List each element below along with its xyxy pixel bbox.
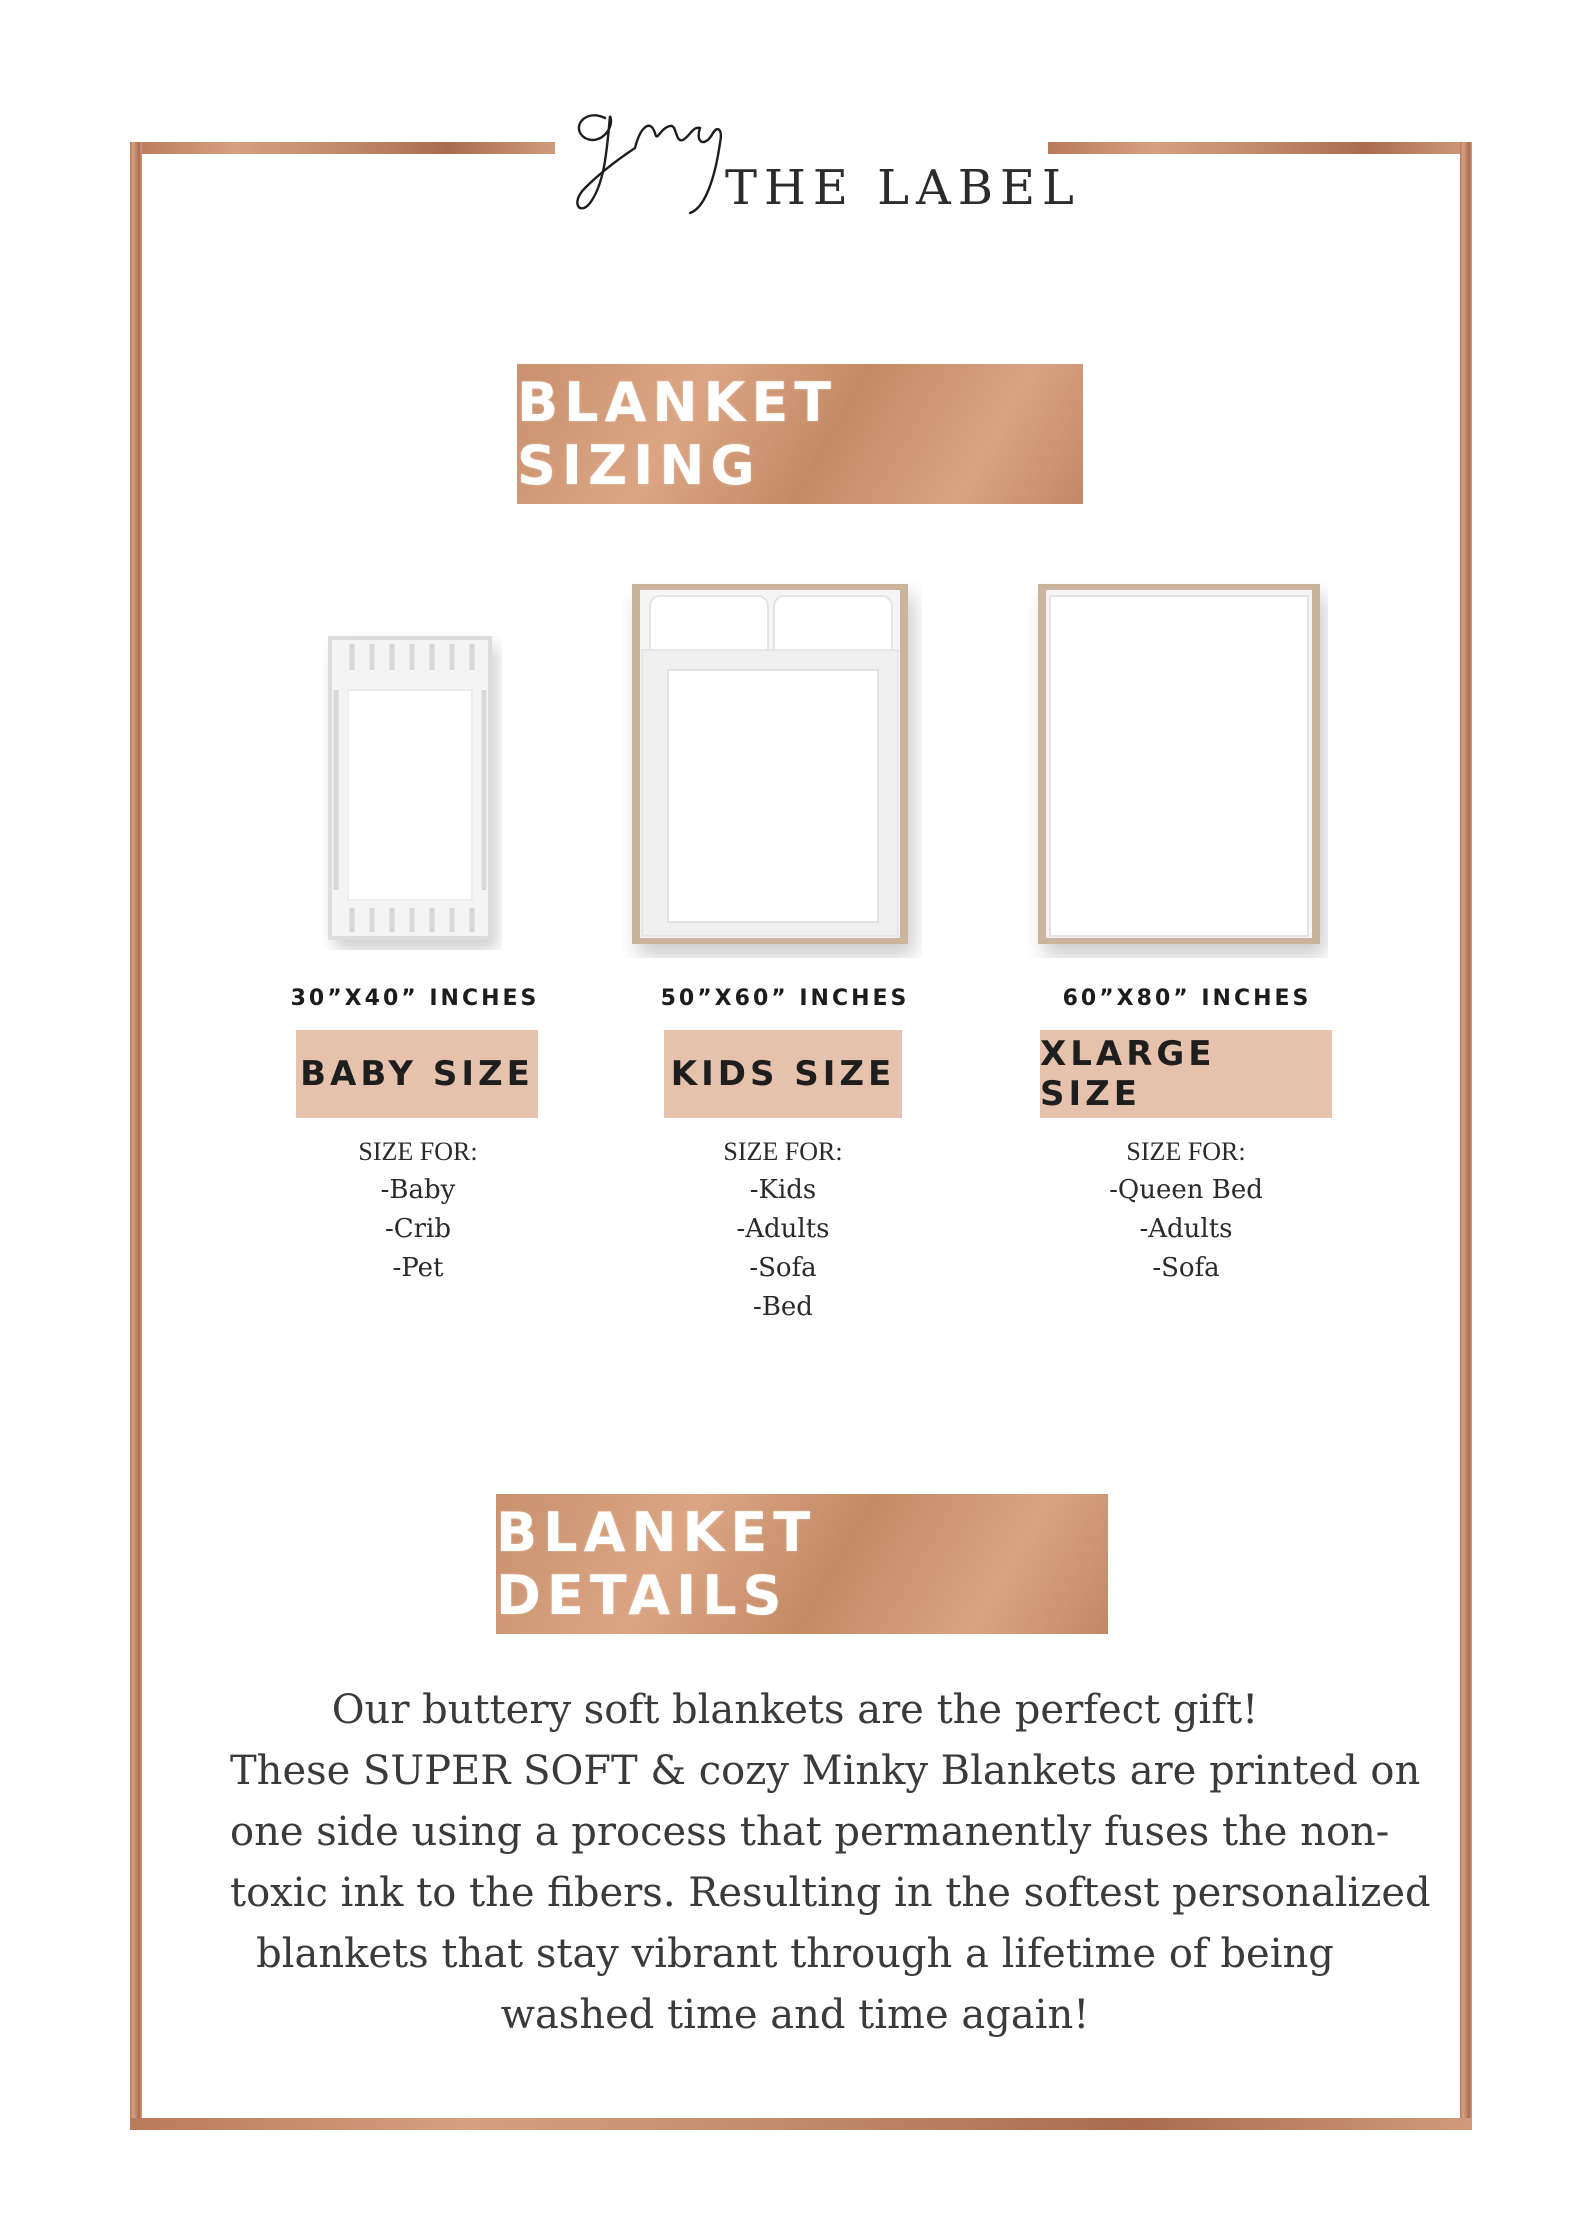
kids-dimensions: 50”X60” INCHES bbox=[660, 986, 910, 1011]
brand-logo bbox=[565, 88, 1081, 228]
baby-dimensions: 30”X40” INCHES bbox=[290, 986, 540, 1011]
baby-size-label: BABY SIZE bbox=[300, 1054, 534, 1094]
xlarge-use-item: -Queen Bed bbox=[1109, 1175, 1263, 1205]
frame-top-right bbox=[1048, 142, 1472, 154]
sizing-banner bbox=[517, 364, 1083, 504]
sizing-title: BLANKET SIZING bbox=[517, 371, 838, 497]
details-line: washed time and time again! bbox=[500, 1992, 1090, 2038]
xlarge-use-item: -Adults bbox=[1139, 1214, 1233, 1244]
xlarge-uses-heading: SIZE FOR: bbox=[1126, 1137, 1246, 1166]
baby-use-item: -Crib bbox=[384, 1214, 452, 1244]
kids-use-item: -Sofa bbox=[749, 1253, 817, 1283]
frame-right bbox=[1460, 142, 1472, 2130]
frame-top-left bbox=[130, 142, 555, 154]
details-line: Our buttery soft blankets are the perfect gift! bbox=[331, 1687, 1259, 1733]
xlarge-bed-image bbox=[1028, 578, 1328, 958]
xlarge-dimensions: 60”X80” INCHES bbox=[1062, 986, 1312, 1011]
details-line: blankets that stay vibrant through a lifetime of being bbox=[256, 1931, 1334, 1977]
details-paragraph bbox=[230, 1680, 1431, 2046]
details-line: one side using a process that permanently fuses the non- bbox=[230, 1809, 1390, 1855]
xlarge-size-tag bbox=[1040, 1030, 1332, 1118]
crib-image bbox=[322, 630, 502, 950]
details-banner bbox=[496, 1494, 1108, 1634]
details-line: These SUPER SOFT & cozy Minky Blankets are printed on bbox=[230, 1748, 1421, 1794]
kids-uses-heading: SIZE FOR: bbox=[723, 1137, 843, 1166]
kids-use-item: -Adults bbox=[736, 1214, 830, 1244]
kids-use-item: -Bed bbox=[753, 1292, 813, 1322]
brand-name: THE LABEL bbox=[725, 160, 1081, 216]
baby-use-item: -Pet bbox=[392, 1253, 444, 1283]
baby-use-item: -Baby bbox=[380, 1175, 456, 1205]
xlarge-use-item: -Sofa bbox=[1152, 1253, 1220, 1283]
details-title: BLANKET DETAILS bbox=[496, 1501, 817, 1627]
kids-use-item: -Kids bbox=[749, 1175, 817, 1205]
baby-uses-heading: SIZE FOR: bbox=[358, 1137, 478, 1166]
kids-size-tag bbox=[664, 1030, 902, 1118]
kids-size-label: KIDS SIZE bbox=[670, 1054, 896, 1094]
kids-uses bbox=[645, 1132, 921, 1327]
kids-bed-image bbox=[622, 578, 922, 958]
xlarge-size-label: XLARGE SIZE bbox=[1040, 1034, 1216, 1114]
baby-size-tag bbox=[296, 1030, 538, 1118]
baby-uses bbox=[280, 1132, 556, 1288]
frame-bottom bbox=[130, 2118, 1472, 2130]
frame-left bbox=[130, 142, 142, 2130]
details-line: toxic ink to the fibers. Resulting in the softest personalized bbox=[230, 1870, 1431, 1916]
xlarge-uses bbox=[1040, 1132, 1332, 1288]
